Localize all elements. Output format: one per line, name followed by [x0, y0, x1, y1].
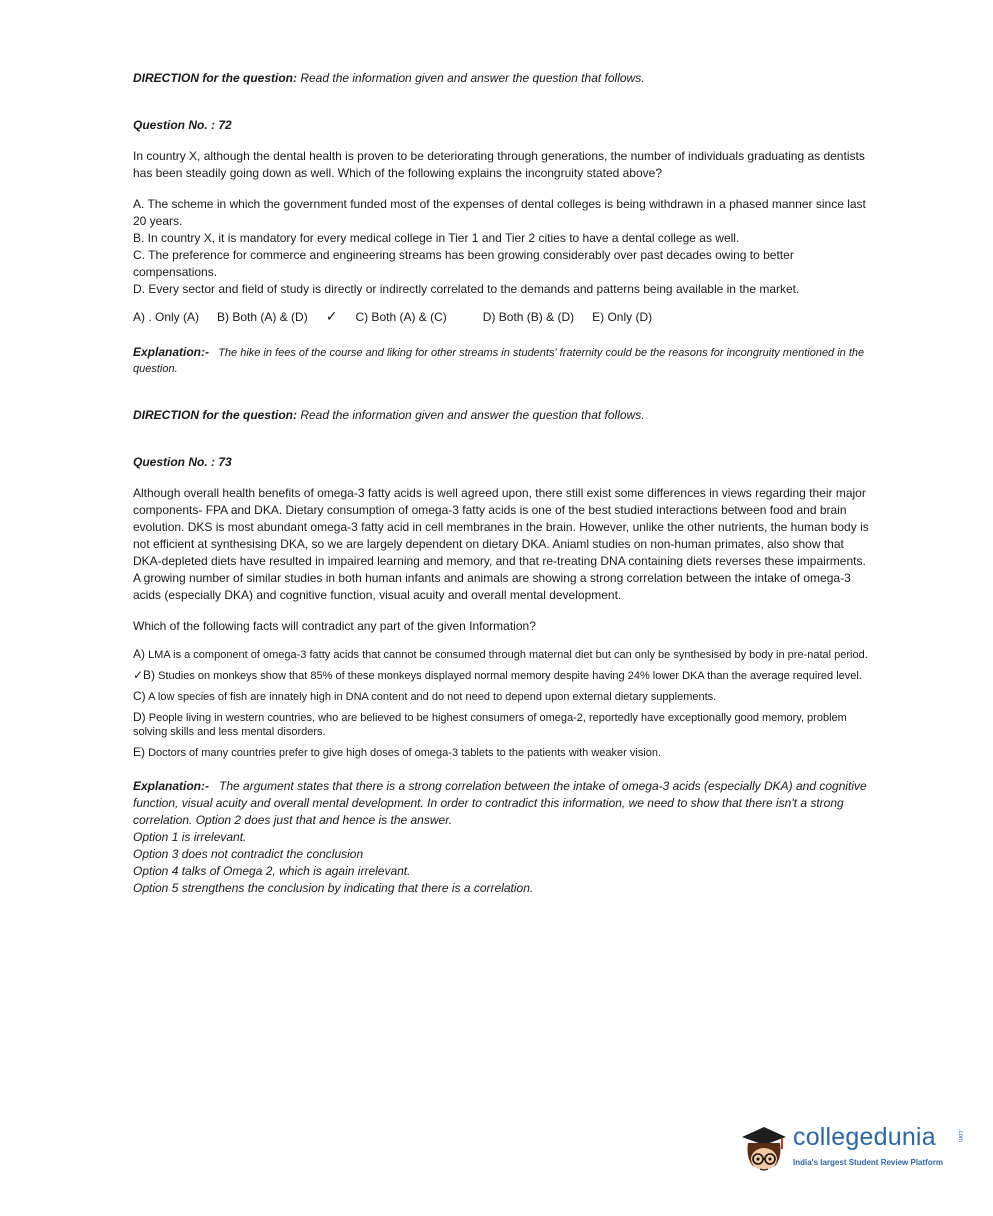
explanation-line: Option 1 is irrelevant.: [133, 830, 247, 844]
choice-b: B) Both (A) & (D): [217, 309, 308, 324]
direction-label: DIRECTION for the question:: [133, 71, 297, 85]
question-number-73: Question No. : 73: [133, 455, 232, 469]
check-icon: ✓: [325, 308, 338, 324]
direction-text: Read the information given and answer the question that follows.: [297, 71, 645, 85]
options-73: [133, 647, 873, 760]
option-text: Studies on monkeys show that 85% of these monkeys displayed normal memory despite having 24% lower DKA than the average required level.: [158, 670, 862, 682]
explanation-72: [133, 344, 873, 377]
choice-c-text: C) Both (A) & (C): [355, 310, 447, 324]
option-text: People living in western countries, who are believed to be highest consumers of omega-2, reportedly have exceptionally good memory, problem solving skills and less mental disorders.: [133, 712, 847, 738]
logo-wordmark: collegedunia: [793, 1123, 936, 1151]
statement-a: A. The scheme in which the government funded most of the expenses of dental colleges is being withdrawn in a phased manner since last 20 years.: [133, 197, 866, 228]
logo-domain: .com: [957, 1129, 963, 1143]
option-a: [133, 647, 873, 662]
option-b-correct: [133, 668, 873, 683]
option-label: E): [133, 745, 145, 759]
statement-c: C. The preference for commerce and engineering streams has been growing considerably over past decades owing to better compensations.: [133, 248, 794, 279]
collegedunia-logo: [738, 1123, 968, 1183]
document-body: [133, 70, 873, 897]
explanation-73: [133, 778, 873, 897]
passage-73: Although overall health benefits of omega-3 fatty acids is well agreed upon, there still exist some differences in views regarding their major components- FPA and DKA. Dietary consumption of omega-3 fatty acids is one of the best studied interactions between food and brain evolution. DKS is most abundant omega-3 fatty acid in cell membranes in the brain. However, unlike the other nutrients, the human body is not efficient at synthesising DKA, so we are largely dependent on dietary DKA. Aniaml studies on non-human primates, also show that DKA-depleted diets have resulted in impaired learning and memory, and that re-treating DNA containing diets reverses these impairments. A growing number of similar studies in both human infants and animals are showing a strong correlation between the intake of omega-3 acids (especially DKA) and cognitive function, visual acuity and overall mental development.: [133, 486, 869, 602]
explanation-line: Option 5 strengthens the conclusion by indicating that there is a correlation.: [133, 881, 534, 895]
direction-73: [133, 407, 873, 424]
mascot-icon: [738, 1123, 790, 1181]
option-c: [133, 689, 873, 704]
direction-72: [133, 70, 873, 87]
question-number-72: Question No. : 72: [133, 118, 232, 132]
option-label: A): [133, 647, 145, 661]
option-label: D): [133, 710, 146, 724]
explanation-label: Explanation:-: [133, 779, 210, 793]
explanation-label: Explanation:-: [133, 345, 210, 359]
choice-d: D) Both (B) & (D): [482, 309, 575, 324]
explanation-main: [133, 778, 873, 829]
logo-tagline: India's largest Student Review Platform: [793, 1158, 943, 1167]
explanation-line: Option 4 talks of Omega 2, which is again irrelevant.: [133, 864, 411, 878]
explanation-line: Option 3 does not contradict the conclusion: [133, 847, 364, 861]
option-label: ✓B): [133, 668, 156, 682]
question-stem-72: In country X, although the dental health is proven to be deteriorating through generations, the number of individuals graduating as dentists has been steadily going down as well. Which of the following explains the incongruity stated above?: [133, 149, 865, 180]
option-text: Doctors of many countries prefer to give high doses of omega-3 tablets to the patients with weaker vision.: [148, 747, 662, 759]
option-e: [133, 745, 873, 760]
option-d: [133, 710, 873, 739]
explanation-text: The argument states that there is a strong correlation between the intake of omega-3 acids (especially DKA) and cognitive function, visual acuity and overall mental development. In order to contradict this information, we need to show that there isn't a strong correlation. Option 2 does just that and hence is the answer.: [133, 779, 867, 827]
option-label: C): [133, 689, 146, 703]
option-text: A low species of fish are innately high in DNA content and do not need to depend upon external dietary supplements.: [148, 691, 717, 703]
statement-b: B. In country X, it is mandatory for every medical college in Tier 1 and Tier 2 cities to have a dental college as well.: [133, 231, 740, 245]
direction-text: Read the information given and answer the question that follows.: [297, 408, 645, 422]
choice-c-correct: [326, 308, 465, 326]
question-prompt-73: Which of the following facts will contradict any part of the given Information?: [133, 619, 536, 633]
choice-e: E) Only (D): [592, 309, 653, 324]
answer-choices-72: [133, 308, 873, 326]
choice-a: A) . Only (A): [133, 309, 200, 324]
explanation-text: The hike in fees of the course and liking for other streams in students' fraternity could be the reasons for incongruity mentioned in the question.: [133, 347, 865, 375]
statements-72: [133, 196, 873, 298]
option-text: LMA is a component of omega-3 fatty acids that cannot be consumed through maternal diet but can only be synthesised by body in pre-natal period.: [148, 649, 868, 661]
direction-label: DIRECTION for the question:: [133, 408, 297, 422]
statement-d: D. Every sector and field of study is directly or indirectly correlated to the demands and patterns being available in the market.: [133, 282, 800, 296]
